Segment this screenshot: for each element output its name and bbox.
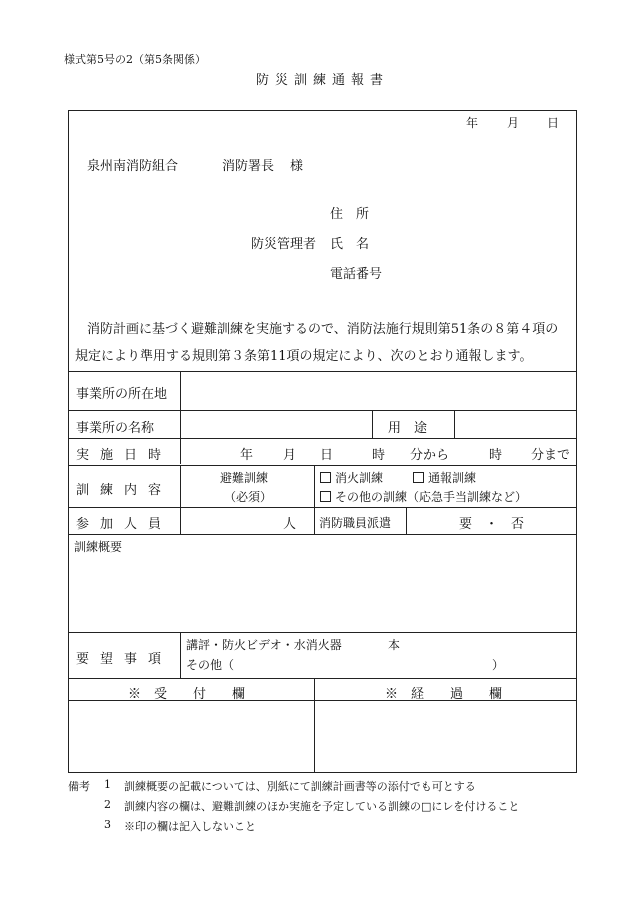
use-field[interactable] — [456, 412, 575, 436]
other-drill-option[interactable] — [320, 488, 527, 505]
date-month: 月 — [507, 116, 520, 130]
datetime-minute-start: 分から — [410, 448, 450, 463]
row-divider — [68, 678, 577, 679]
row-divider — [68, 371, 577, 372]
reporter-role: 防災管理者 — [251, 237, 317, 252]
datetime-day: 日 — [320, 448, 334, 463]
date-day: 日 — [547, 116, 560, 130]
report-drill-label: 通報訓練 — [428, 471, 477, 485]
column-divider — [180, 465, 181, 534]
request-other: その他（ — [186, 658, 235, 672]
other-drill-label: その他の訓練（応急手当訓練など） — [335, 490, 528, 504]
date-year: 年 — [466, 116, 479, 130]
column-divider — [180, 371, 181, 464]
datetime-hour-end: 時 — [489, 448, 503, 463]
statement-line-2: 規定により準用する規則第３条第11項の規定により、次のとおり通報します。 — [75, 349, 533, 364]
business-name-label: 事業所の名称 — [76, 421, 155, 436]
checkbox-icon[interactable] — [320, 472, 331, 483]
evacuation-drill: 避難訓練 — [220, 471, 269, 485]
dispatch-label: 消防職員派遣 — [319, 516, 392, 530]
fire-drill-label: 消火訓練 — [335, 471, 384, 485]
row-divider — [68, 410, 577, 411]
note-number: 1 — [104, 778, 111, 791]
column-divider — [314, 678, 315, 773]
overview-label: 訓練概要 — [74, 540, 123, 554]
location-label: 事業所の所在地 — [76, 387, 168, 402]
overview-field[interactable] — [70, 556, 575, 630]
note-number: 2 — [104, 798, 111, 811]
row-divider — [68, 465, 577, 466]
addressee-chief: 消防署長 — [222, 159, 275, 174]
note-number: 3 — [104, 818, 111, 831]
fire-drill-option[interactable] — [320, 469, 383, 486]
request-label: 要望事項 — [76, 652, 173, 667]
column-divider — [180, 632, 181, 678]
datetime-hour-start: 時 — [372, 448, 386, 463]
participants-label: 参加人員 — [76, 517, 173, 532]
checkbox-icon[interactable] — [320, 491, 331, 502]
page-title: 防災訓練通報書 — [256, 73, 390, 88]
row-divider — [68, 632, 577, 633]
location-field[interactable] — [182, 373, 575, 408]
participants-field[interactable] — [182, 509, 282, 532]
datetime-label: 実施日時 — [76, 448, 173, 463]
request-other-close: ） — [492, 658, 505, 672]
column-divider — [372, 410, 373, 438]
row-divider — [68, 534, 577, 535]
addressee-organization: 泉州南消防組合 — [87, 159, 179, 174]
reception-label: ※ 受 付 欄 — [128, 687, 246, 702]
note-text: 訓練概要の記載については、別紙にて訓練計画書等の添付でも可とする — [124, 780, 476, 793]
note-text: ※印の欄は記入しないこと — [124, 820, 256, 833]
address-label: 住 所 — [330, 207, 370, 222]
participants-unit: 人 — [283, 517, 297, 532]
addressee-honorific: 様 — [290, 159, 304, 174]
datetime-minute-end: 分まで — [531, 448, 571, 463]
report-drill-option[interactable] — [413, 469, 476, 486]
checkbox-icon[interactable] — [413, 472, 424, 483]
form-number: 様式第5号の2（第5条関係） — [64, 53, 206, 66]
name-label: 氏 名 — [330, 237, 370, 252]
datetime-year: 年 — [240, 448, 254, 463]
notes-heading: 備考 — [68, 780, 90, 793]
request-item: 講評・防火ビデオ・水消火器 — [186, 638, 342, 652]
column-divider — [314, 507, 315, 534]
content-label: 訓練内容 — [76, 483, 173, 498]
form-frame — [68, 110, 577, 773]
datetime-month: 月 — [283, 448, 297, 463]
use-label: 用 途 — [388, 421, 428, 436]
row-divider — [68, 507, 577, 508]
note-text: 訓練内容の欄は、避難訓練のほか実施を予定している訓練の□にレを付けること — [124, 800, 520, 813]
progress-label: ※ 経 過 欄 — [385, 687, 503, 702]
dispatch-options[interactable]: 要 ・ 否 — [459, 517, 525, 532]
row-divider — [68, 438, 577, 439]
evacuation-required: （必須） — [224, 490, 273, 504]
request-unit: 本 — [388, 638, 401, 652]
business-name-field[interactable] — [182, 412, 370, 436]
phone-label: 電話番号 — [330, 267, 383, 282]
column-divider — [314, 465, 315, 507]
column-divider — [454, 410, 455, 438]
column-divider — [406, 507, 407, 534]
statement-line-1: 消防計画に基づく避難訓練を実施するので、消防法施行規則第51条の８第４項の — [87, 322, 559, 337]
